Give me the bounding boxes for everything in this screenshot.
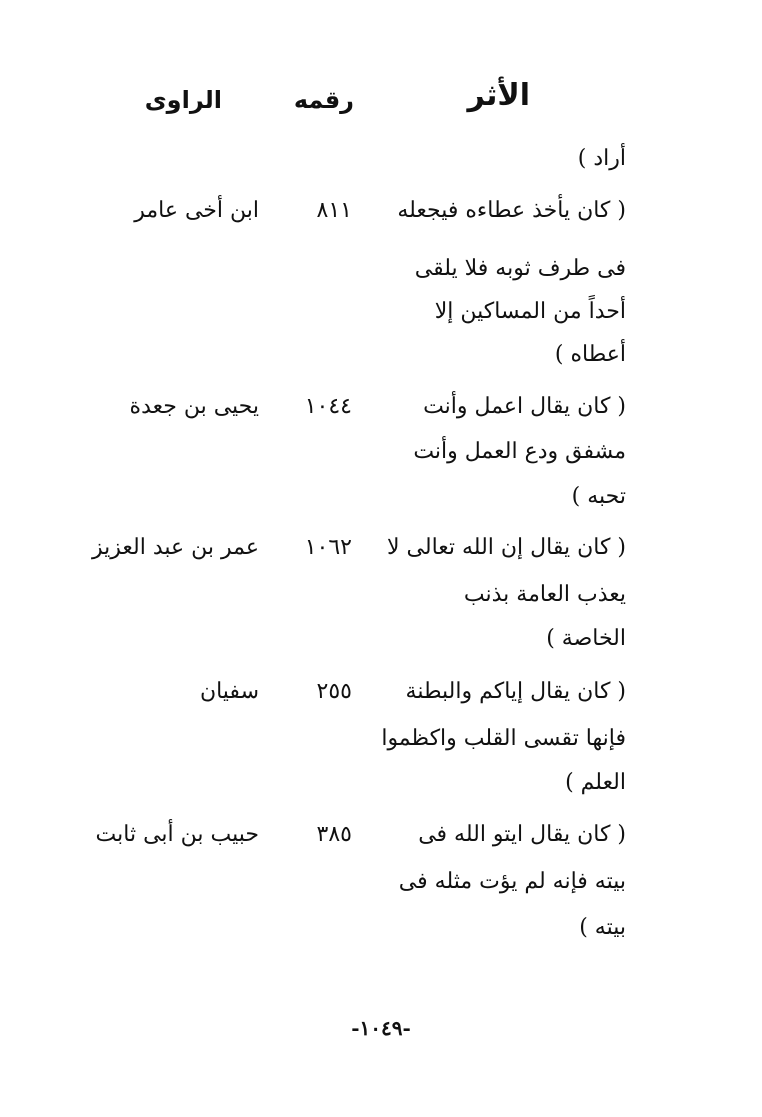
lead-line: أراد ) [577,146,626,171]
entry-narrator: ابن أخى عامر [134,198,259,223]
entry-text-line: ( كان يقال اعمل وأنت [423,394,626,419]
entry-narrator: عمر بن عبد العزيز [92,535,259,560]
column-header-number: رقمه [293,86,354,114]
entry-text-line: فى طرف ثوبه فلا يلقى [414,256,626,281]
entry-text-line: بيته فإنه لم يؤت مثله فى [398,869,626,894]
entry-number: ١٠٤٤ [304,394,352,419]
entry-text-line: العلم ) [565,770,626,795]
entry-narrator: سفيان [199,679,259,704]
entry-number: ٣٨٥ [316,822,352,847]
entry-narrator: حبيب بن أبى ثابت [95,822,259,847]
entry-text-line: ( كان يقال إياكم والبطنة [405,679,626,704]
entry-text-line: يعذب العامة بذنب [463,582,626,607]
entry-text-line: ( كان يقال إن الله تعالى لا [386,535,626,560]
entry-number: ٨١١ [316,198,352,223]
entry-text-line: الخاصة ) [546,626,626,651]
entry-number: ١٠٦٢ [304,535,352,560]
entry-narrator: يحيى بن جعدة [129,394,259,419]
entry-number: ٢٥٥ [316,679,352,704]
entry-text-line: فإنها تقسى القلب واكظموا [381,726,626,751]
column-header-narrator: الراوى [144,86,222,114]
entry-text-line: أعطاه ) [554,342,626,367]
entry-text-line: تحبه ) [571,484,626,509]
entry-text-line: بيته ) [579,915,626,940]
page-number: -١٠٤٩- [351,1016,411,1040]
entry-text-line: أحداً من المساكين إلا [434,299,626,324]
entry-text-line: مشفق ودع العمل وأنت [413,439,626,464]
column-header-athar: الأثر [467,78,530,113]
entry-text-line: ( كان يقال ايتو الله فى [418,822,626,847]
entry-text-line: ( كان يأخذ عطاءه فيجعله [397,198,626,223]
